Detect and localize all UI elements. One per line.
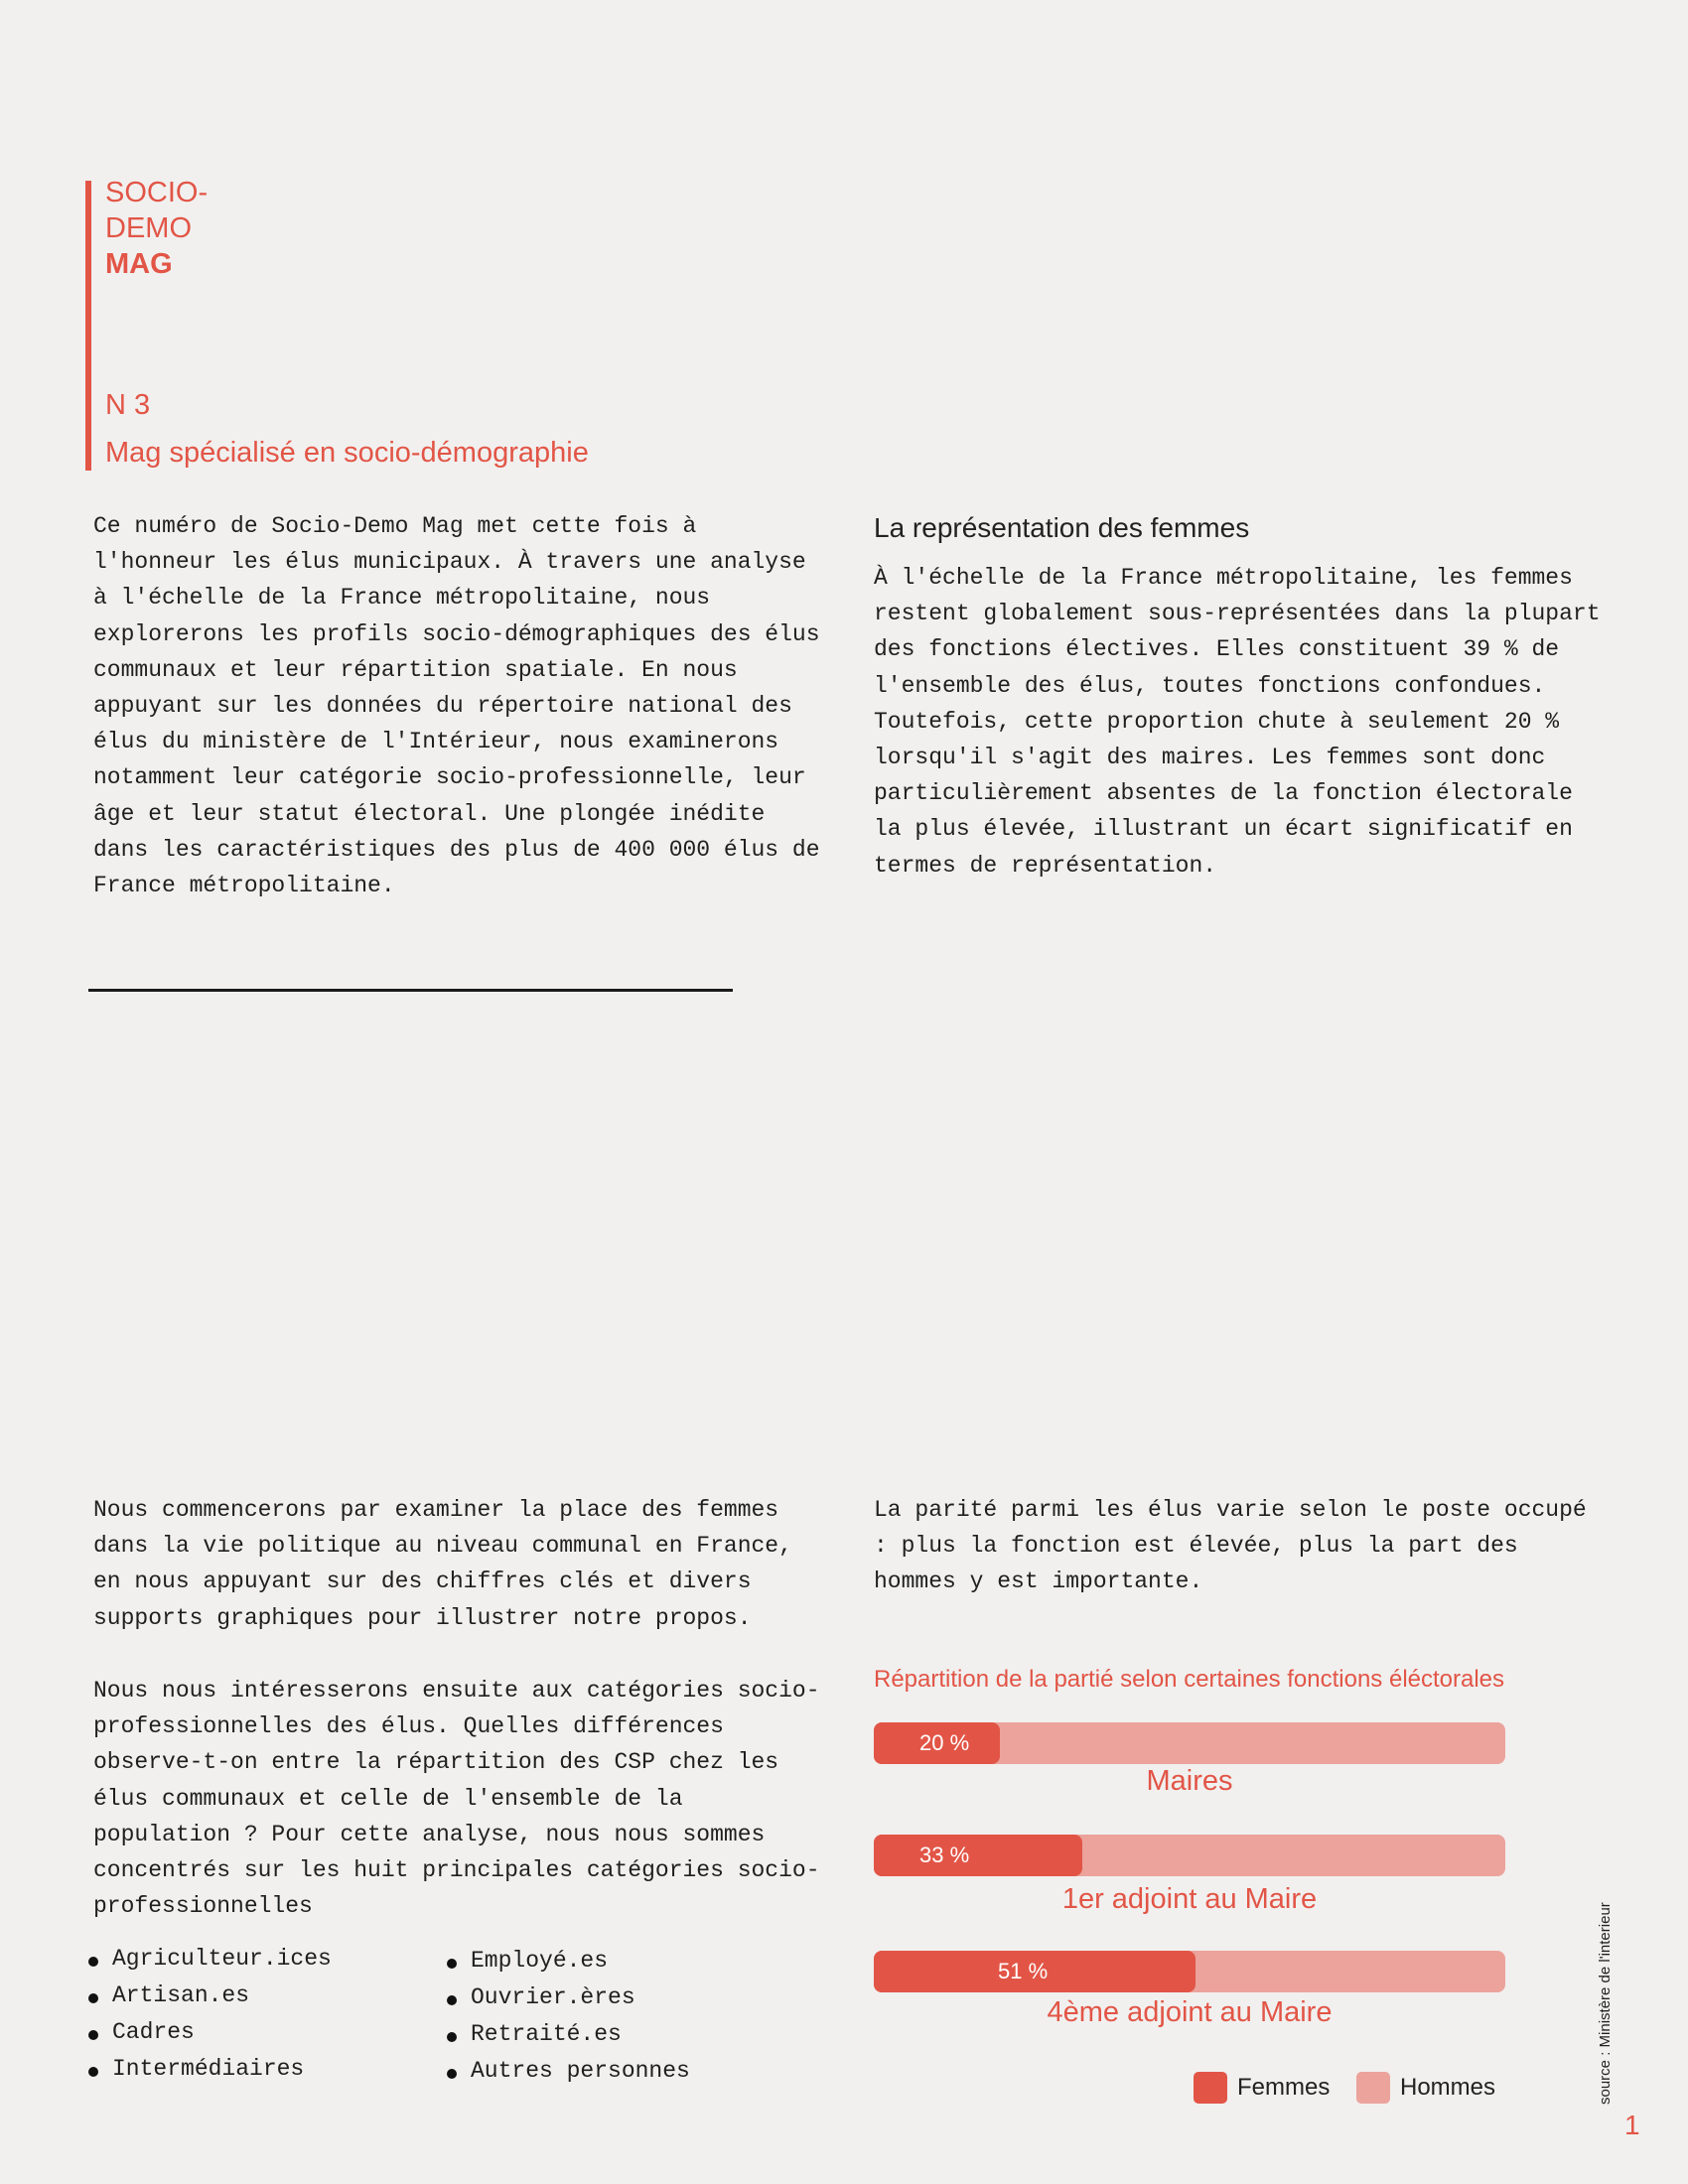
bar-category-label: 1er adjoint au Maire	[1061, 1883, 1318, 1915]
bar-track-1er-adjoint	[874, 1835, 1505, 1876]
bar-value-label: 20 %	[919, 1730, 970, 1755]
source-note: source : Ministère de l'interieur	[1597, 1902, 1614, 2105]
paragraph-women: Nous commencerons par examiner la place des femmes dans la vie politique au niveau communal en France, en nous appuyant sur des chiffres clés et divers supports graphiques pour illustrer notre propos.	[93, 1497, 792, 1631]
bar-value-label: 33 %	[919, 1843, 970, 1867]
bar-track-4eme-adjoint	[874, 1951, 1505, 1992]
list-item: Employé.es	[447, 1943, 690, 1979]
legend-swatch-hommes	[1356, 2072, 1390, 2104]
bar-fill-1er-adjoint	[874, 1835, 1082, 1876]
bar-category-label: 4ème adjoint au Maire	[1047, 1996, 1333, 2028]
list-item: Retraité.es	[447, 2016, 690, 2053]
list-item: Cadres	[88, 2014, 332, 2051]
list-item: Agriculteur.ices	[88, 1941, 332, 1978]
section-body: À l'échelle de la France métropolitaine, les femmes restent globalement sous-représentées dans la plupart des fonctions électives. Elles constituent 39 % de l'ensemble des élus, toutes fonctions confondues. Toutefois, cette proportion chute à seulement 20 % lorsqu'il s'agit des maires. Les femmes sont donc particulièrement absentes de la fonction électorale la plus élevée, illustrant un écart significatif en termes de représentation.	[874, 565, 1601, 879]
subtitle: Mag spécialisé en socio-démographie	[105, 437, 589, 469]
masthead	[105, 175, 208, 282]
section-title: La représentation des femmes	[874, 512, 1250, 543]
intro-paragraph: Ce numéro de Socio-Demo Mag met cette fois à l'honneur les élus municipaux. À travers une analyse à l'échelle de la France métropolitaine, nous explorerons les profils socio-démographiques des élus communaux et leur répartition spatiale. En nous appuyant sur les données du répertoire national des élus du ministère de l'Intérieur, nous examinerons notamment leur catégorie socio-professionnelle, leur âge et leur statut électoral. Une plongée inédite dans les caractéristiques des plus de 400 000 élus de France métropolitaine.	[93, 513, 820, 899]
bar-value-label: 51 %	[998, 1959, 1049, 1983]
chart-title: Répartition de la partié selon certaines fonctions éléctorales	[874, 1666, 1505, 1693]
page-number: 1	[1624, 2110, 1640, 2140]
csp-list-right	[447, 1943, 690, 2090]
masthead-line-1: SOCIO-	[105, 177, 209, 208]
accent-bar	[85, 181, 91, 471]
legend-swatch-femmes	[1194, 2072, 1227, 2104]
list-item: Artisan.es	[88, 1978, 332, 2014]
list-item: Ouvrier.ères	[447, 1979, 690, 2016]
list-item: Autres personnes	[447, 2053, 690, 2090]
bar-track-maires	[874, 1722, 1505, 1764]
legend-label-femmes: Femmes	[1237, 2074, 1331, 2101]
csp-list-left	[88, 1941, 332, 2088]
masthead-line-3: MAG	[105, 248, 173, 280]
list-item: Intermédiaires	[88, 2051, 332, 2088]
parity-paragraph: La parité parmi les élus varie selon le poste occupé : plus la fonction est élevée, plus la part des hommes y est importante.	[874, 1497, 1587, 1595]
legend-label-hommes: Hommes	[1400, 2074, 1496, 2101]
paragraph-csp: Nous nous intéresserons ensuite aux catégories socio-professionnelles des élus. Quelles différences observe-t-on entre la répartition des CSP chez les élus communaux et celle de l'ensemble de la population ? Pour cette analyse, nous nous sommes concentrés sur les huit principales catégories socio-professionnelles	[93, 1678, 820, 1920]
bar-category-label: Maires	[1146, 1765, 1233, 1797]
masthead-line-2: DEMO	[105, 212, 192, 244]
issue-number: N 3	[105, 389, 151, 421]
divider	[88, 989, 733, 992]
